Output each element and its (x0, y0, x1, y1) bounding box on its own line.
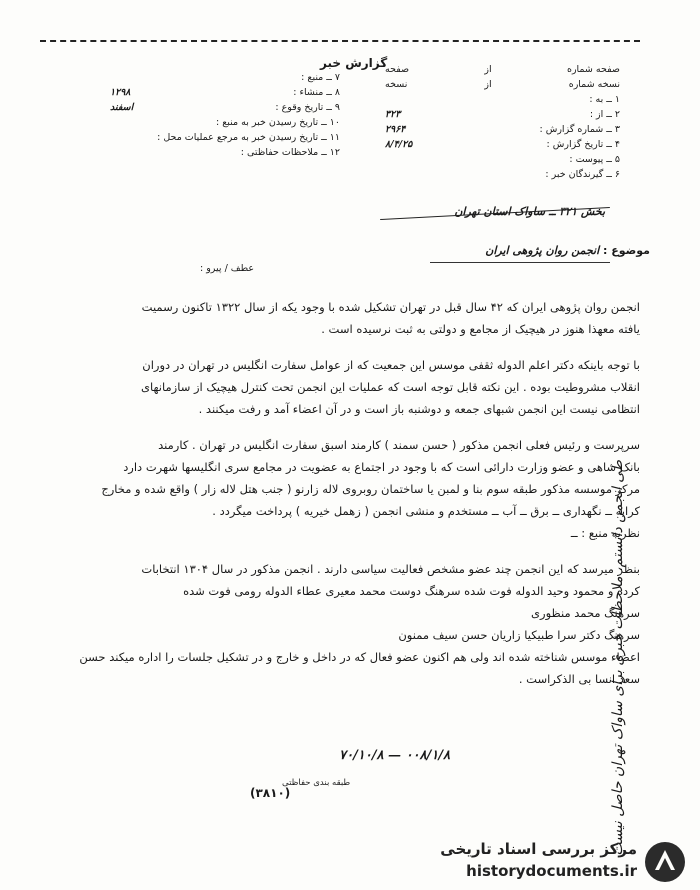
field-value: ۲۹۶۴ (385, 124, 406, 135)
field-label: ۵ ــ پیوست : (569, 154, 620, 165)
right-field-row (385, 62, 620, 77)
right-field-row (385, 167, 620, 182)
body-line: کرده و محمود وحید الدوله فوت شده سرهنگ دوست محمد معیری عطاء الدوله رومی فوت شده (183, 584, 640, 598)
right-field-row (385, 152, 620, 167)
field-label: ۹ ــ تاریخ وقوع : (275, 102, 340, 113)
margin-note: طی انجمن دانستم، ملاحظات خبری برای ساواک تهران حاصل نیست (610, 460, 626, 856)
right-field-row (385, 122, 620, 137)
field-label: ۷ ــ منبع : (301, 72, 340, 83)
field-value: از (484, 79, 492, 90)
body-line: سرپرست و رئیس فعلی انجمن مذکور ( حسن سمند ) کارمند اسبق سفارت انگلیس در تهران . کارمند (158, 438, 640, 452)
field-label: ۶ ــ گیرندگان خبر : (545, 169, 620, 180)
field-value: ۸/۴/۲۵ (385, 139, 413, 150)
handwritten-recipients: بخش ۳۲۱ ــ ساواک استان تهران (454, 205, 605, 218)
field-label: ۲ ــ از : (589, 109, 620, 120)
body-line: با توجه باینکه دکتر اعلم الدوله ثقفی موسس این جمعیت که از عوامل سفارت انگلیس در تهران در دوران (142, 358, 640, 372)
body-line: انجمن روان پژوهی ایران که ۴۲ سال قبل در تهران تشکیل شده با وجود یکه از سال ۱۳۲۲ تاکنون رسمیت (141, 300, 640, 314)
field-label: صفحه شماره (566, 64, 620, 75)
right-field-row (385, 92, 620, 107)
field-value: از (484, 64, 492, 75)
field-label: ۸ ــ منشاء : (293, 87, 340, 98)
body-line: نظریه منبع : ــ (570, 526, 640, 540)
body-line: سرهنگ دکتر سرا طبیکیا زاریان حسن سیف ممنون (398, 628, 640, 642)
field-label: ۱۰ ــ تاریخ رسیدن خبر به منبع : (215, 117, 340, 128)
footer-url: historydocuments.ir (466, 862, 637, 880)
left-field-row (110, 85, 340, 100)
field-value: ۱۲۹۸ (110, 87, 131, 98)
body-line: یافته معهذا هنوز در هیچیک از مجامع و دولتی به ثبت نرسیده است . (321, 322, 640, 336)
right-field-row (385, 137, 620, 152)
subject-label: موضوع : (603, 244, 650, 257)
field-label: ۴ ــ تاریخ گزارش : (546, 139, 620, 150)
right-field-row (385, 107, 620, 122)
left-field-column (110, 70, 340, 160)
subject-value: انجمن روان پژوهی ایران (485, 244, 600, 257)
attach-label: عطف / پیرو : (200, 263, 255, 274)
bottom-code: (۳۸۱۰) (250, 786, 291, 800)
body-line: بانک شاهی و عضو وزارت دارائی است که با وجود در اجتماع به عضویت در مجامع سری انگلیسها شهرت دارد (123, 460, 640, 474)
body-line: انتظامی نیست این انجمن شبهای جمعه و دوشنبه باز است و در آن اعضاء آمد و رفت میکنند . (198, 402, 640, 416)
body-line: سعد انسا بی الذکراست . (518, 672, 640, 686)
field-label: ۳ ــ شماره گزارش : (539, 124, 620, 135)
body-line: انقلاب مشروطیت بوده . این نکته قابل توجه است که عملیات این انجمن تحت کنترل هیچیک از سازمانهای (140, 380, 640, 394)
right-field-row (385, 77, 620, 92)
top-dashed-border (40, 40, 640, 42)
field-label: ۱ ــ به : (589, 94, 620, 105)
report-title: گزارش خبر (320, 56, 388, 70)
field-label: ۱۲ ــ ملاحظات حفاظتی : (240, 147, 340, 158)
bottom-handwriting: ۰۰۸/۱/۸ — ۷۰/۱۰/۸ (339, 748, 450, 763)
field-label: نسخه شماره (568, 79, 620, 90)
left-field-row (110, 100, 340, 115)
field-label: ۱۱ ــ تاریخ رسیدن خبر به مرجع عملیات محل : (157, 132, 340, 143)
bottom-signature-block (150, 748, 450, 763)
left-field-row (110, 145, 340, 160)
paragraph-gap (28, 544, 640, 558)
classification-label: طبقه بندی حفاظتی (282, 778, 351, 788)
left-field-row (110, 130, 340, 145)
paragraph-gap (28, 420, 640, 434)
left-field-row (110, 70, 340, 85)
footer-org-name: مرکز بررسی اسناد تاریخی (440, 840, 637, 858)
right-field-column (385, 62, 620, 182)
subject-line (400, 244, 650, 257)
body-line: بنظر میرسد که این انجمن چند عضو مشخص فعالیت سیاسی دارند . انجمن مذکور در سال ۱۳۰۴ انتخابات (141, 562, 640, 576)
report-body (28, 296, 640, 690)
field-extra: نسخه (385, 79, 408, 90)
body-line: سرهنگ محمد منظوری (531, 606, 640, 620)
subject-underline (430, 262, 610, 263)
field-value: ۳۲۳ (385, 109, 401, 120)
archive-logo-icon (643, 840, 687, 884)
body-line: کرایه ــ نگهداری ــ برق ــ آب ــ مستخدم و منشی انجمن ( زهمل خیریه ) پرداخت میگردد . (212, 504, 640, 518)
body-line: مرکز موسسه مذکور طبقه سوم بنا و لمبن یا ساختمان روبروی لاله زارنو ( جنب هتل لاله زار ) واقع شده و مخارج (101, 482, 640, 496)
field-extra: صفحه (385, 64, 410, 75)
footer-watermark (420, 838, 695, 884)
paragraph-gap (28, 340, 640, 354)
body-line: اعضاء موسس شناخته شده اند ولی هم اکنون عضو فعال که در داخل و خارج و در تشکیل جلسات را اداره میکند حسن (79, 650, 640, 664)
left-field-row (110, 115, 340, 130)
field-value: اسفند (110, 102, 134, 113)
